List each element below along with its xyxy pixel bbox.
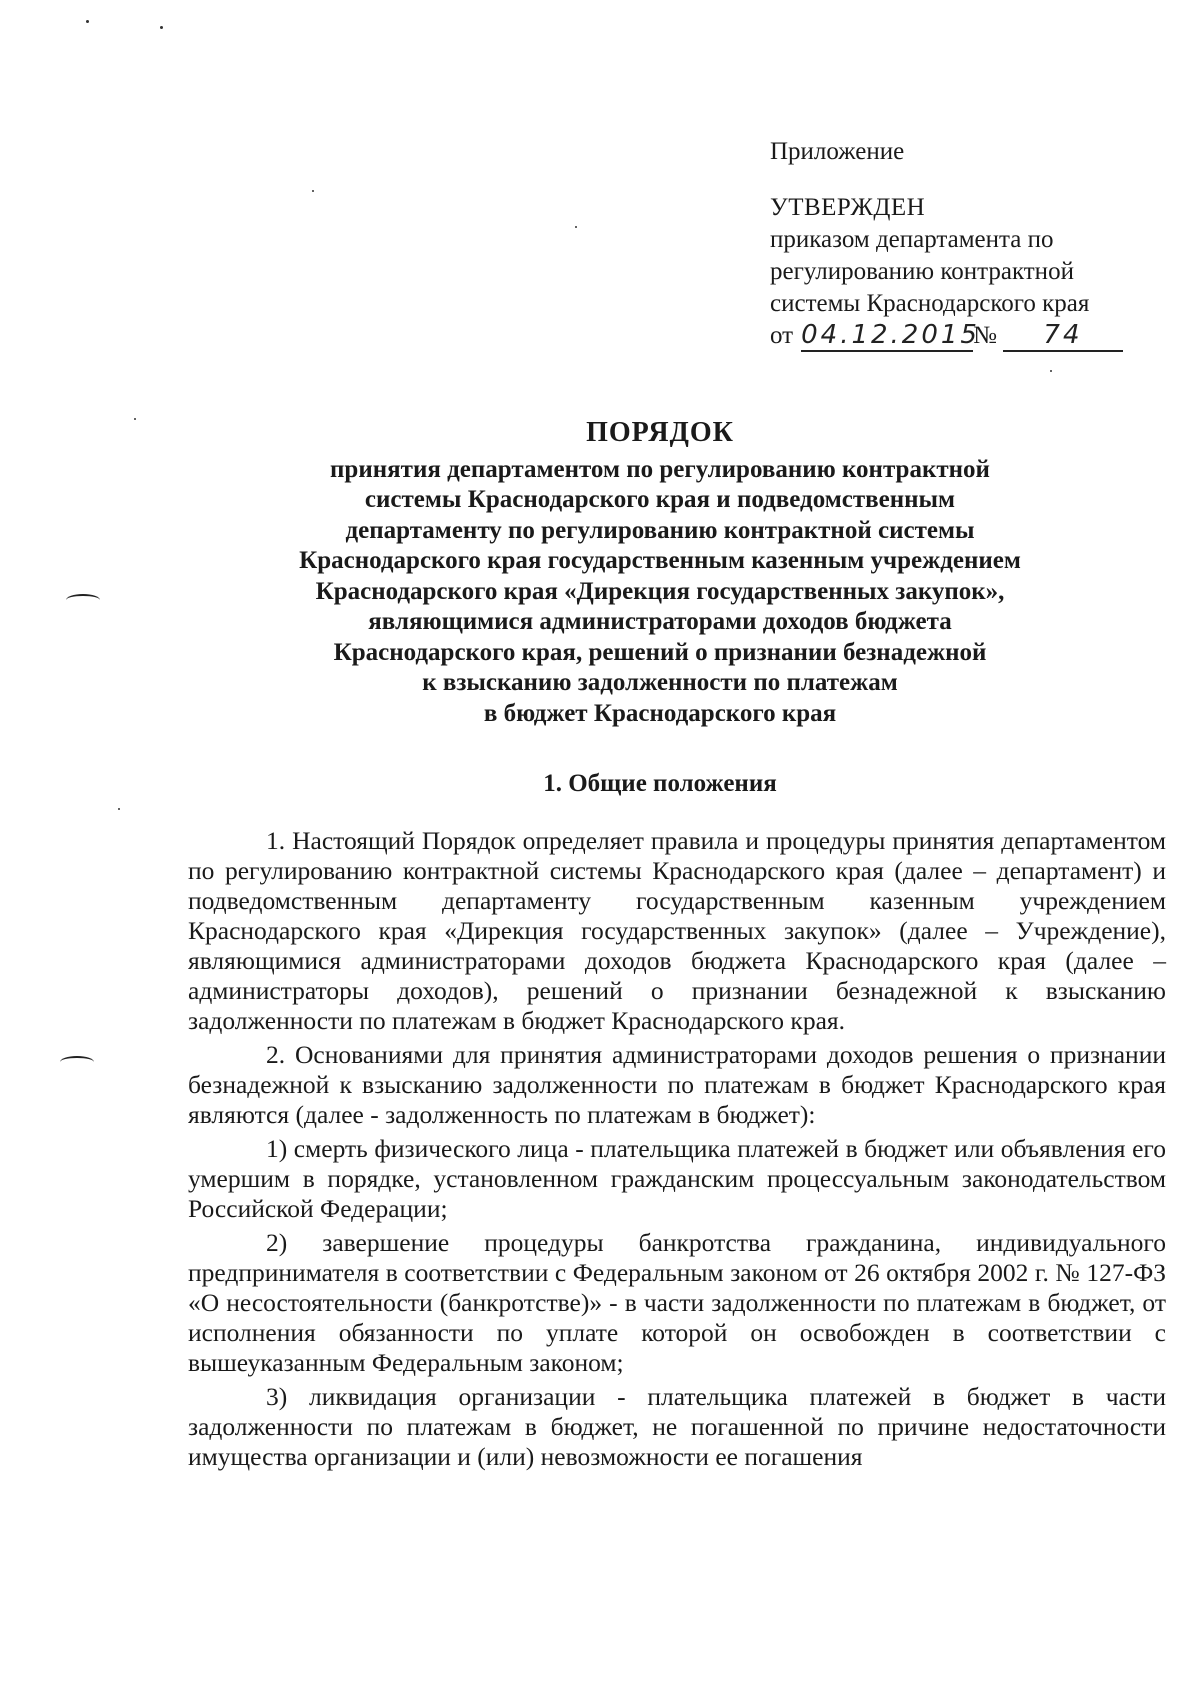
document-body xyxy=(188,826,1166,1476)
section-heading: 1. Общие положения xyxy=(543,770,777,797)
order-date-number-line xyxy=(770,320,1150,352)
paragraph: 3) ликвидация организации - плательщика платежей в бюджет в части задолженности по платежам в бюджет, не погашенной по причине недостаточности имущества организации и (или) невозможности ее погашения xyxy=(188,1382,1166,1471)
paragraph: 2) завершение процедуры банкротства гражданина, индивидуального предпринимателя в соответствии с Федеральным законом от 26 октября 2002 г. № 127-ФЗ «О несостоятельности (банкротстве)» - в части задолженности по платежам в бюджет, от исполнения обязанности по уплате которой он освобожден в соответствии с вышеуказанным Федеральным законом; xyxy=(188,1228,1166,1377)
scan-speck xyxy=(575,226,577,228)
approval-block xyxy=(770,136,1150,352)
title-line: к взысканию задолженности по платежам xyxy=(422,669,898,696)
title-line: Краснодарского края государственным казенным учреждением xyxy=(299,547,1021,574)
paragraph: 1. Настоящий Порядок определяет правила и процедуры принятия департаментом по регулированию контрактной системы Краснодарского края (далее – департамент) и подведомственным департаменту государственным казенным учреждением Краснодарского края «Дирекция государственных закупок» (далее – Учреждение), являющимися администраторами доходов бюджета Краснодарского края (далее – администраторы доходов), решений о признании безнадежной к взысканию задолженности по платежам в бюджет Краснодарского края. xyxy=(188,826,1166,1035)
title-line: являющимися администраторами доходов бюджета xyxy=(368,608,952,635)
scan-speck xyxy=(1050,370,1052,372)
order-line: регулированию контрактной xyxy=(770,258,1074,285)
document-title-block xyxy=(250,418,1070,729)
scan-margin-mark xyxy=(60,1056,94,1068)
title-line: системы Краснодарского края и подведомственным xyxy=(364,486,956,513)
number-prefix: № xyxy=(973,322,997,349)
order-line: системы Краснодарского края xyxy=(770,290,1090,317)
title-line: принятия департаментом по регулированию контрактной xyxy=(330,455,990,483)
order-line: приказом департамента по xyxy=(770,226,1054,253)
date-prefix: от xyxy=(770,322,794,349)
document-title: ПОРЯДОК xyxy=(586,417,734,448)
scan-speck xyxy=(160,26,163,29)
paragraph: 2. Основаниями для принятия администраторами доходов решения о признании безнадежной к взысканию задолженности по платежам в бюджет Краснодарского края являются (далее - задолженность по платежам в бюджет): xyxy=(188,1040,1166,1129)
title-line: в бюджет Краснодарского края xyxy=(483,699,837,727)
paragraph: 1) смерть физического лица - плательщика платежей в бюджет или объявления его умершим в порядке, установленном гражданским процессуальным законодательством Российской Федерации; xyxy=(188,1134,1166,1223)
handwritten-number: 74 xyxy=(1003,320,1123,352)
title-line: Краснодарского края «Дирекция государственных закупок», xyxy=(315,577,1005,605)
scan-speck xyxy=(312,190,314,192)
scan-speck xyxy=(118,808,120,810)
title-line: департаменту по регулированию контрактной системы xyxy=(345,516,975,544)
title-line: Краснодарского края, решений о признании безнадежной xyxy=(333,638,987,666)
appendix-label: Приложение xyxy=(770,138,905,165)
approved-label: УТВЕРЖДЕН xyxy=(770,194,926,221)
scan-speck xyxy=(134,418,136,420)
scan-margin-mark xyxy=(66,594,100,606)
scan-speck xyxy=(86,20,89,23)
handwritten-date: 04.12.2015 xyxy=(801,320,980,350)
